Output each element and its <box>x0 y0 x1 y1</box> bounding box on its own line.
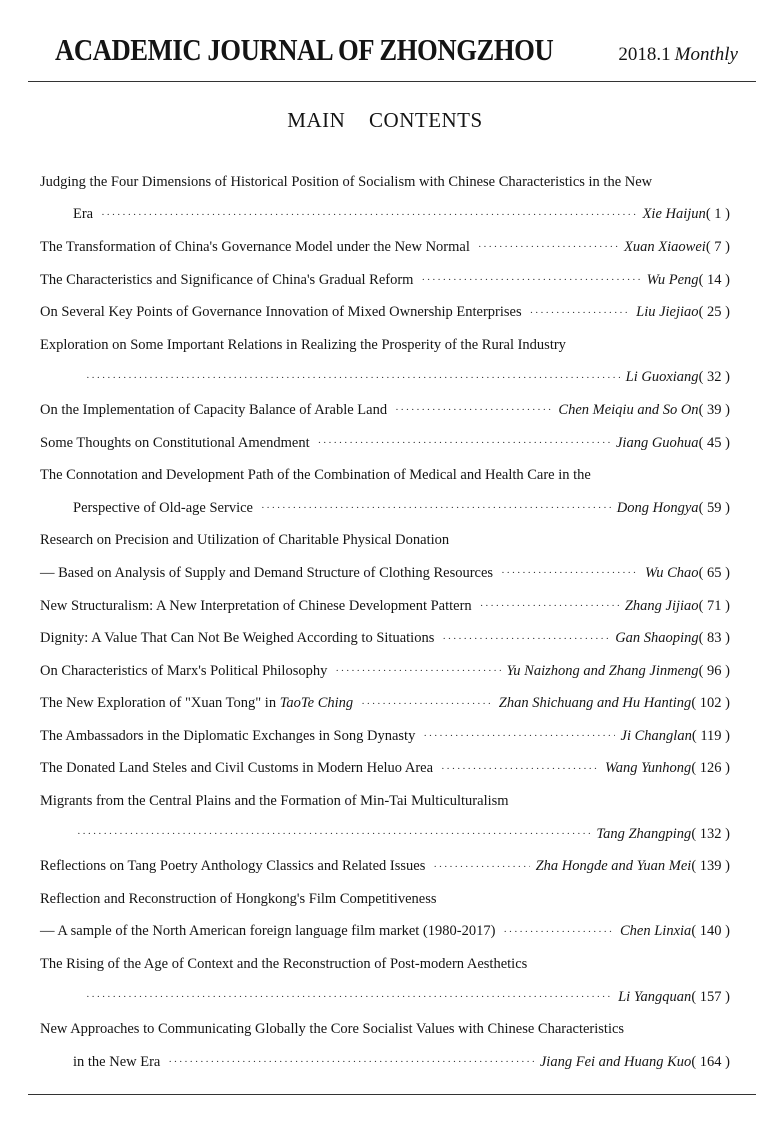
entry-title: Reflections on Tang Poetry Anthology Classics and Related Issues <box>40 858 426 875</box>
entry-author: Ji Changlan <box>620 727 692 744</box>
issue-number: 2018.1 <box>618 44 671 65</box>
entry-page: ( 59 ) <box>699 500 730 517</box>
toc-entry-line <box>40 948 730 981</box>
toc-entry-line <box>40 525 730 558</box>
toc-entry-line[interactable] <box>40 590 730 623</box>
toc-entry-line[interactable] <box>40 296 730 329</box>
dot-leader <box>335 665 500 677</box>
entry-title: Research on Precision and Utilization of Charitable Physical Donation <box>40 532 450 549</box>
entry-title-italic: TaoTe Ching <box>279 695 354 712</box>
dot-leader <box>441 763 599 775</box>
dot-leader <box>503 926 614 938</box>
toc-entry-line[interactable] <box>40 688 730 721</box>
toc-entry-line <box>40 883 730 916</box>
entry-page: ( 45 ) <box>699 435 730 452</box>
entry-page: ( 32 ) <box>699 369 730 386</box>
entry-author: Wu Peng <box>646 271 699 288</box>
dot-leader <box>442 633 609 645</box>
entry-title: in the New Era <box>73 1053 161 1070</box>
toc-entry-line[interactable] <box>40 199 730 232</box>
toc-entry-line[interactable] <box>40 720 730 753</box>
entry-page: ( 96 ) <box>699 663 730 680</box>
dot-leader <box>395 404 552 416</box>
toc-entry-line[interactable] <box>40 916 730 949</box>
dot-leader <box>433 861 529 873</box>
entry-title: Perspective of Old-age Service <box>73 499 253 516</box>
entry-subtitle: — A sample of the North American foreign language film market (1980-2017) <box>40 923 496 940</box>
entry-page: ( 157 ) <box>691 989 730 1006</box>
toc-entry-line[interactable] <box>40 753 730 786</box>
toc-entry-line[interactable] <box>40 1046 730 1079</box>
entry-author: Li Yangquan <box>618 988 692 1005</box>
entry-page: ( 140 ) <box>691 923 730 940</box>
dot-leader <box>261 502 611 514</box>
entry-title: Judging the Four Dimensions of Historical Position of Socialism with Chinese Characteristics in the New <box>40 173 653 190</box>
dot-leader <box>478 241 618 253</box>
entry-page: ( 71 ) <box>699 598 730 615</box>
entry-page: ( 102 ) <box>691 695 730 712</box>
entry-title: New Structuralism: A New Interpretation of Chinese Development Pattern <box>40 597 472 614</box>
entry-title <box>40 695 353 712</box>
entry-page: ( 164 ) <box>691 1054 730 1071</box>
entry-title: On Several Key Points of Governance Innovation of Mixed Ownership Enterprises <box>40 304 522 321</box>
toc-entry-line[interactable] <box>40 850 730 883</box>
entry-author: Chen Linxia <box>620 923 692 940</box>
entry-author: Liu Jiejiao <box>636 304 699 321</box>
toc-entry-line[interactable] <box>40 492 730 525</box>
entry-page: ( 1 ) <box>706 206 730 223</box>
entry-title: The Connotation and Development Path of the Combination of Medical and Health Care in the <box>40 467 591 484</box>
toc-entry-line[interactable] <box>40 394 730 427</box>
entry-title: Era <box>73 206 94 223</box>
entry-title: Dignity: A Value That Can Not Be Weighed According to Situations <box>40 630 435 647</box>
entry-title: Exploration on Some Important Relations in Realizing the Prosperity of the Rural Industry <box>40 336 566 353</box>
entry-author: Xie Haijun <box>642 206 706 223</box>
dot-leader <box>101 209 636 221</box>
footer-rule <box>28 1094 756 1095</box>
entry-page: ( 7 ) <box>706 239 730 256</box>
entry-author: Tang Zhangping <box>596 825 692 842</box>
journal-title: ACADEMIC JOURNAL OF ZHONGZHOU <box>55 32 554 67</box>
section-title: MAIN CONTENTS <box>287 108 483 132</box>
dot-leader <box>530 307 631 319</box>
dot-leader <box>423 730 614 742</box>
entry-title: The Ambassadors in the Diplomatic Exchanges in Song Dynasty <box>40 727 416 744</box>
toc-entry-line <box>40 329 730 362</box>
dot-leader <box>361 698 493 710</box>
entry-page: ( 132 ) <box>691 826 730 843</box>
entry-author: Zhang Jijiao <box>624 597 699 614</box>
toc-entry-line[interactable] <box>40 557 730 590</box>
entry-title: The Characteristics and Significance of China's Gradual Reform <box>40 271 414 288</box>
header-rule <box>28 81 756 82</box>
dot-leader <box>501 567 639 579</box>
entry-page: ( 65 ) <box>699 565 730 582</box>
entry-author: Zha Hongde and Yuan Mei <box>535 858 692 875</box>
toc-entry-line <box>40 459 730 492</box>
entry-author: Zhan Shichuang and Hu Hanting <box>498 695 692 712</box>
toc-entry-line[interactable] <box>40 362 730 395</box>
entry-title: The Donated Land Steles and Civil Customs in Modern Heluo Area <box>40 760 434 777</box>
journal-header <box>40 28 740 80</box>
toc-entry-line <box>40 166 730 199</box>
entry-page: ( 39 ) <box>699 402 730 419</box>
toc-entry-line <box>40 785 730 818</box>
toc-entry-line[interactable] <box>40 818 730 851</box>
toc-entry-line[interactable] <box>40 655 730 688</box>
toc-entry-line <box>40 1013 730 1046</box>
issue-frequency: Monthly <box>674 44 738 65</box>
entry-page: ( 126 ) <box>691 760 730 777</box>
toc-entry-line[interactable] <box>40 264 730 297</box>
entry-title: The Rising of the Age of Context and the Reconstruction of Post-modern Aesthetics <box>40 956 528 973</box>
entry-author: Yu Naizhong and Zhang Jinmeng <box>506 662 699 679</box>
entry-title: On the Implementation of Capacity Balance of Arable Land <box>40 401 388 418</box>
dot-leader <box>77 828 590 840</box>
entry-author: Dong Hongya <box>616 499 699 516</box>
entry-page: ( 25 ) <box>699 304 730 321</box>
entry-author: Jiang Fei and Huang Kuo <box>539 1053 692 1070</box>
toc-entry-line[interactable] <box>40 427 730 460</box>
entry-title: The Transformation of China's Governance Model under the New Normal <box>40 238 470 255</box>
entry-author: Wang Yunhong <box>604 760 692 777</box>
dot-leader <box>86 372 620 384</box>
toc-entry-line[interactable] <box>40 981 730 1014</box>
dot-leader <box>86 991 612 1003</box>
entry-subtitle: — Based on Analysis of Supply and Demand Structure of Clothing Resources <box>40 564 494 581</box>
dot-leader <box>168 1056 534 1068</box>
entry-title: Reflection and Reconstruction of Hongkong's Film Competitiveness <box>40 890 437 907</box>
entry-author: Gan Shaoping <box>615 630 699 647</box>
entry-title: On Characteristics of Marx's Political Philosophy <box>40 662 328 679</box>
entry-title-text: The New Exploration of "Xuan Tong" in <box>40 695 280 712</box>
table-of-contents <box>40 166 730 1079</box>
toc-entry-line[interactable] <box>40 622 730 655</box>
dot-leader <box>421 274 640 286</box>
issue-info <box>618 44 738 66</box>
toc-entry-line[interactable] <box>40 231 730 264</box>
dot-leader <box>480 600 619 612</box>
entry-author: Li Guoxiang <box>625 369 699 386</box>
entry-page: ( 119 ) <box>692 728 730 745</box>
entry-author: Xuan Xiaowei <box>624 238 706 255</box>
entry-title: New Approaches to Communicating Globally the Core Socialist Values with Chinese Characteristics <box>40 1021 625 1038</box>
entry-page: ( 139 ) <box>691 858 730 875</box>
entry-title: Migrants from the Central Plains and the Formation of Min-Tai Multiculturalism <box>40 793 509 810</box>
entry-page: ( 83 ) <box>699 630 730 647</box>
entry-page: ( 14 ) <box>699 272 730 289</box>
entry-title: Some Thoughts on Constitutional Amendment <box>40 434 310 451</box>
entry-author: Chen Meiqiu and So On <box>558 401 699 418</box>
dot-leader <box>318 437 610 449</box>
entry-author: Wu Chao <box>644 564 699 581</box>
entry-author: Jiang Guohua <box>616 434 699 451</box>
